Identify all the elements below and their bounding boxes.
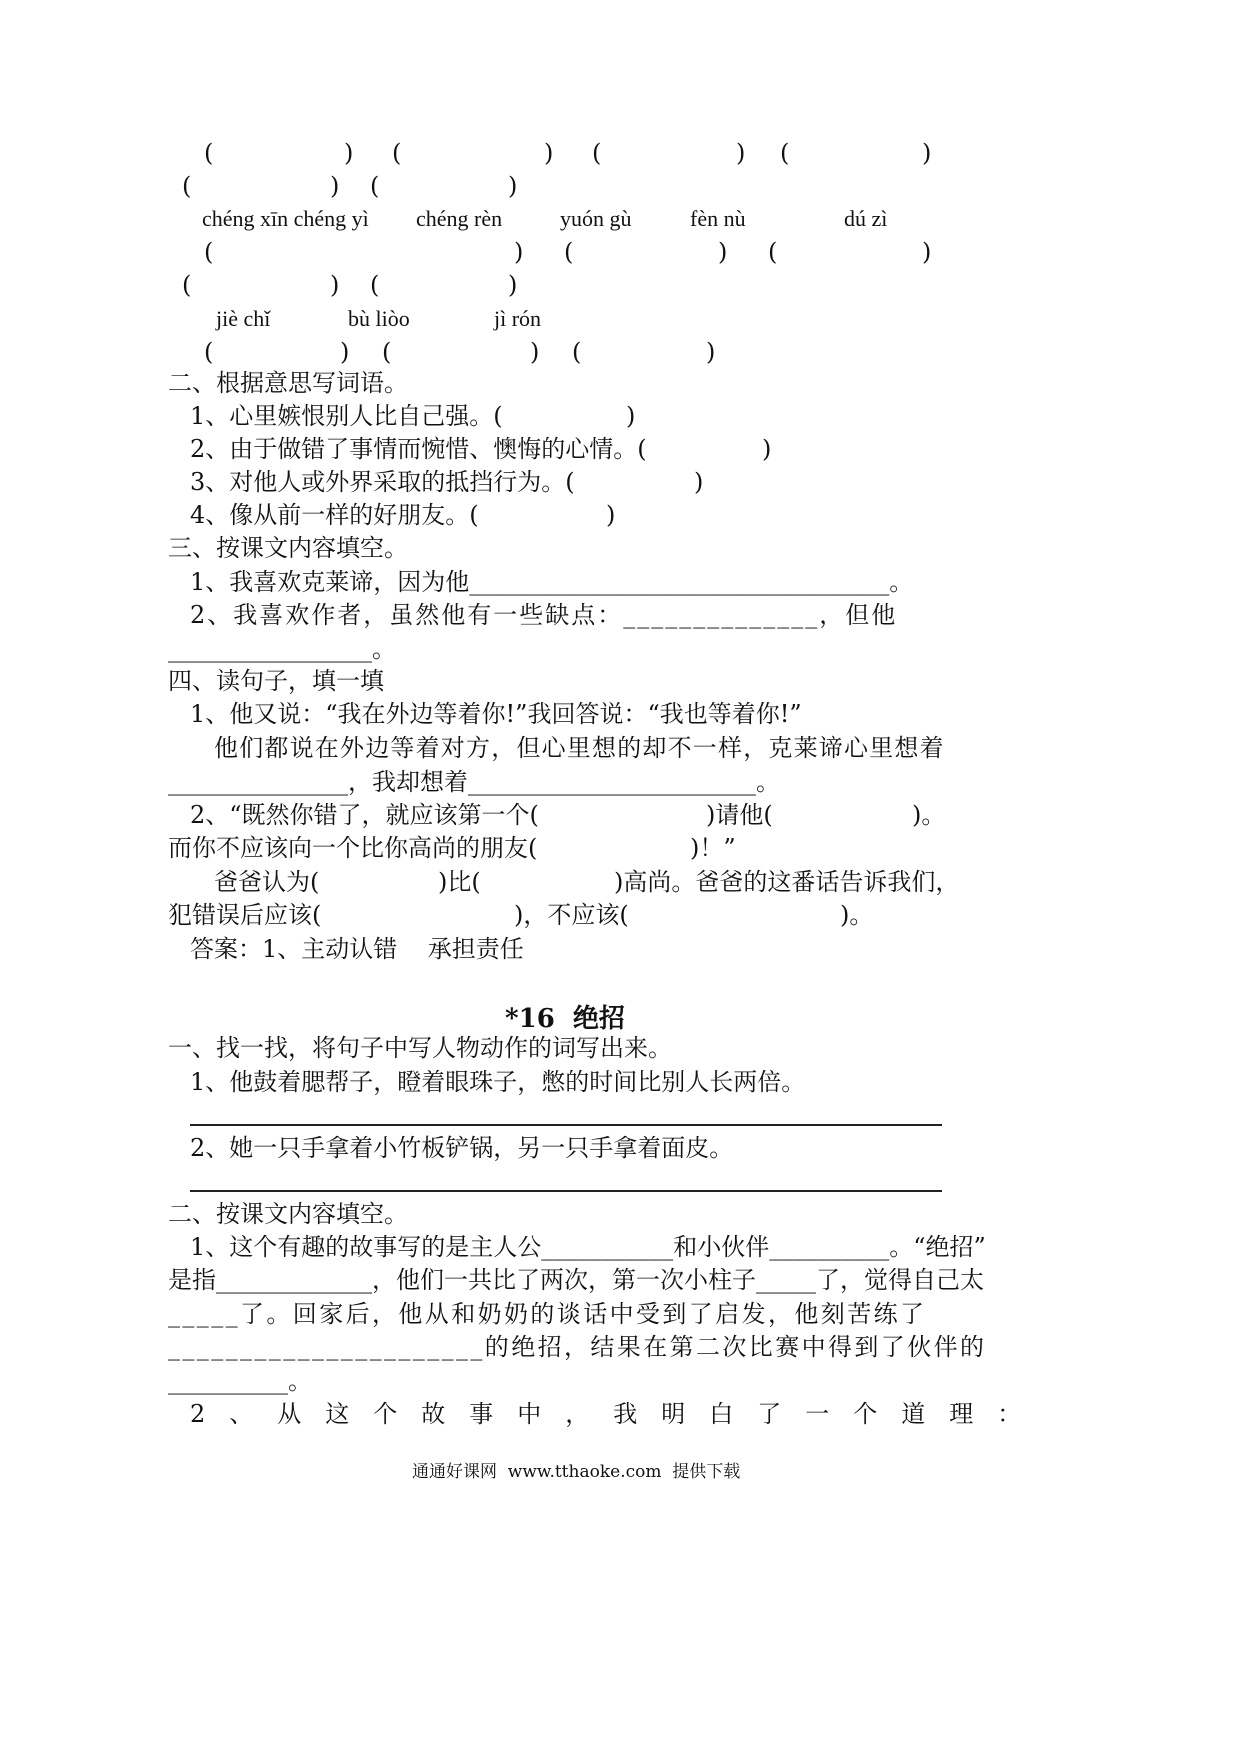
pinyin-word: jì rón (494, 306, 542, 331)
paren: ) (508, 271, 518, 299)
paren: ) (340, 338, 350, 366)
paren: ) (706, 338, 716, 366)
fill-blank-line: 1、我喜欢克莱谛，因为他___________________________________。 (190, 568, 914, 596)
paren: ) (922, 238, 932, 266)
paren: ) (530, 338, 540, 366)
pinyin-word: fèn nù (690, 206, 746, 231)
question-text: 1、心里嫉恨别人比自己强。( (190, 402, 503, 430)
question-text: 2、从这个故事中，我明白了一个道理： (190, 1400, 1046, 1428)
fill-blank-line: _____了。回家后，他从和奶奶的谈话中受到了启发，他刻苦练了 (168, 1300, 927, 1328)
paren: ) (514, 238, 524, 266)
paren: ) (606, 501, 616, 529)
question-text: 爸爸认为( (214, 868, 320, 896)
question-text: 1、他鼓着腮帮子，瞪着眼珠子，憋的时间比别人长两倍。 (190, 1068, 806, 1096)
question-text: 2、由于做错了事情而惋惜、懊悔的心情。( (190, 435, 647, 463)
answer-rule (190, 1190, 942, 1192)
pinyin-word: chéng xīn chéng yì (202, 206, 369, 231)
question-text: )比( (438, 868, 481, 896)
lesson-title: *16 绝招 (505, 1004, 625, 1034)
paren: ) (544, 139, 554, 167)
paren: ( (370, 271, 380, 299)
section-heading: 一、找一找，将句子中写人物动作的词写出来。 (168, 1034, 672, 1062)
question-text: 1、他又说：“我在外边等着你!”我回答说：“我也等着你!” (190, 700, 802, 728)
question-text: 他们都说在外边等着对方，但心里想的却不一样，克莱谛心里想着 (214, 734, 945, 762)
question-text: 2、她一只手拿着小竹板铲锅，另一只手拿着面皮。 (190, 1134, 734, 1162)
pinyin-word: jiè chǐ (216, 306, 271, 331)
paren: ) (718, 238, 728, 266)
paren: ( (392, 139, 402, 167)
answer-line: 答案：1、主动认错 承担责任 (190, 935, 524, 963)
question-text: )请他( (706, 801, 773, 829)
paren: ( (592, 139, 602, 167)
paren: ( (382, 338, 392, 366)
paren: ( (204, 338, 214, 366)
paren: ( (182, 172, 192, 200)
question-text: )高尚。爸爸的这番话告诉我们， (614, 868, 960, 896)
fill-blank-line: __________。 (168, 1367, 312, 1395)
answer-rule (190, 1124, 942, 1126)
section-heading: 二、按课文内容填空。 (168, 1200, 408, 1228)
fill-blank-line: 是指_____________，他们一共比了两次，第一次小柱子_____了，觉得自己太 (168, 1266, 984, 1294)
paren: ( (572, 338, 582, 366)
paren: ( (182, 271, 192, 299)
question-text: 而你不应该向一个比你高尚的朋友( (168, 834, 538, 862)
fill-blank-line: 2、我喜欢作者，虽然他有一些缺点：______________，但他 (190, 601, 898, 629)
paren: ( (370, 172, 380, 200)
question-text: )。 (840, 901, 874, 929)
fill-blank-line: _______________，我却想着________________________。 (168, 768, 780, 796)
paren: ( (768, 238, 778, 266)
question-text: 犯错误后应该( (168, 901, 322, 929)
fill-blank-line: 1、这个有趣的故事写的是主人公___________和小伙伴__________。“绝招” (190, 1233, 986, 1261)
paren: ) (330, 271, 340, 299)
paren: ) (736, 139, 746, 167)
question-text: )，不应该( (514, 901, 629, 929)
paren: ( (780, 139, 790, 167)
page-footer: 通通好课网 www.tthaoke.com 提供下载 (412, 1462, 741, 1482)
paren: ) (330, 172, 340, 200)
question-text: 3、对他人或外界采取的抵挡行为。( (190, 468, 575, 496)
fill-blank-line: _________________。 (168, 635, 396, 663)
pinyin-word: bù liòo (348, 306, 410, 331)
paren: ( (564, 238, 574, 266)
paren: ( (204, 238, 214, 266)
paren: ( (204, 139, 214, 167)
paren: ) (922, 139, 932, 167)
pinyin-word: chéng rèn (416, 206, 503, 231)
pinyin-word: dú zì (844, 206, 888, 231)
question-text: 2、“既然你错了，就应该第一个( (190, 801, 539, 829)
paren: ) (762, 435, 772, 463)
pinyin-word: yuón gù (560, 206, 632, 231)
question-text: )。 (912, 801, 946, 829)
fill-blank-line: ______________________的绝招，结果在第二次比赛中得到了伙伴的 (168, 1333, 987, 1361)
question-text: )！” (690, 834, 736, 862)
section-heading: 四、读句子，填一填 (168, 667, 384, 695)
paren: ) (344, 139, 354, 167)
paren: ) (694, 468, 704, 496)
section-heading: 三、按课文内容填空。 (168, 534, 408, 562)
question-text: 4、像从前一样的好朋友。( (190, 501, 479, 529)
paren: ) (508, 172, 518, 200)
section-heading: 二、根据意思写词语。 (168, 369, 408, 397)
paren: ) (626, 402, 636, 430)
